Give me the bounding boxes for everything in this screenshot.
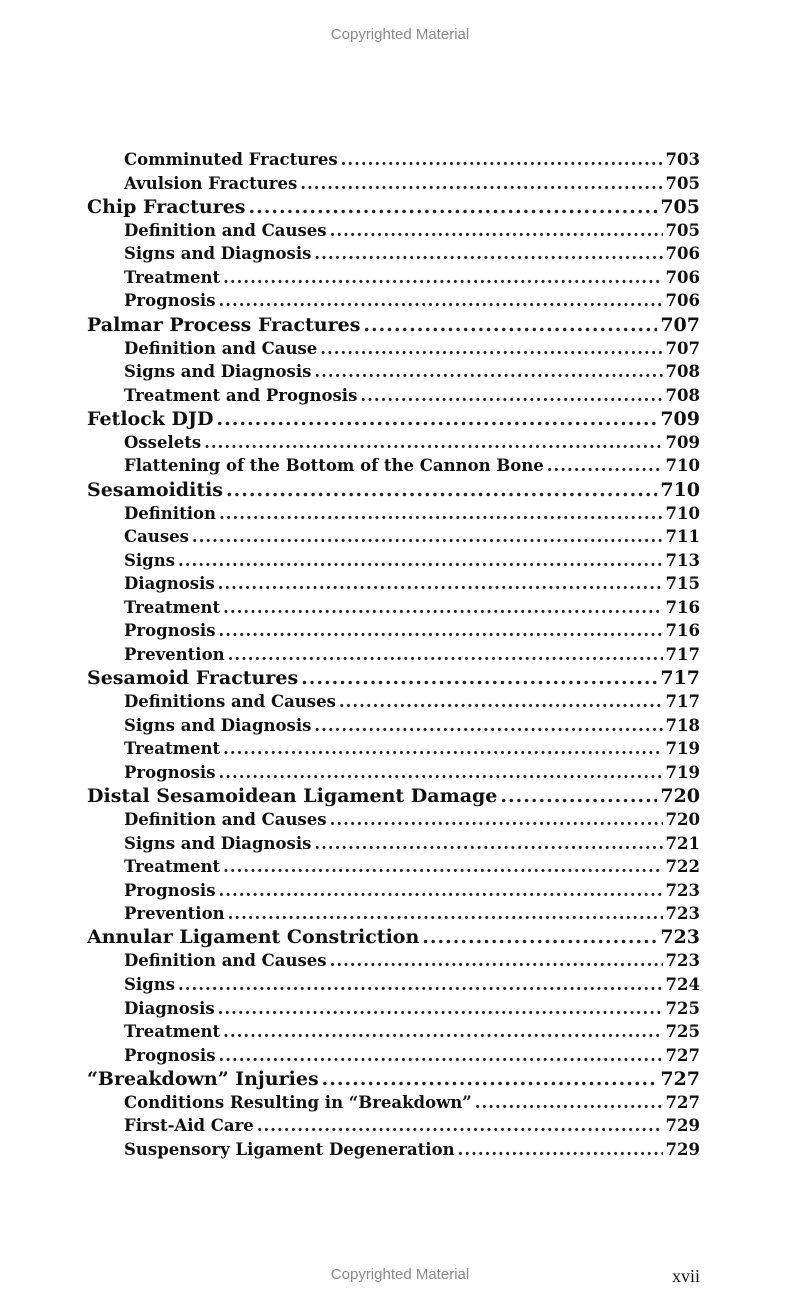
toc-entry-label: Causes	[124, 527, 189, 547]
toc-entry-page: 725	[665, 1022, 700, 1042]
toc-subsection-entry[interactable]	[124, 715, 700, 738]
toc-subsection-entry[interactable]	[124, 597, 700, 620]
toc-dot-leader	[339, 691, 663, 714]
toc-section-entry[interactable]	[87, 926, 700, 949]
toc-subsection-entry[interactable]	[124, 903, 700, 926]
toc-subsection-entry[interactable]	[124, 455, 700, 478]
toc-entry-page: 721	[665, 833, 700, 853]
toc-subsection-entry[interactable]	[124, 1092, 700, 1115]
toc-entry-label: Suspensory Ligament Degeneration	[124, 1140, 455, 1159]
toc-entry-label: Definition and Causes	[124, 810, 327, 829]
toc-dot-leader	[228, 644, 663, 667]
toc-subsection-entry[interactable]	[124, 1115, 700, 1138]
toc-entry-page: 711	[665, 527, 700, 547]
toc-dot-leader	[223, 597, 662, 620]
toc-dot-leader	[314, 243, 662, 266]
toc-entry-page: 722	[665, 857, 700, 877]
toc-entry-label: Diagnosis	[124, 998, 215, 1018]
toc-entry-page: 720	[665, 810, 700, 829]
toc-entry-page: 710	[660, 478, 700, 501]
toc-entry-page: 720	[660, 784, 700, 807]
toc-subsection-entry[interactable]	[124, 550, 700, 573]
toc-subsection-entry[interactable]	[124, 385, 700, 408]
toc-section-entry[interactable]	[87, 785, 700, 808]
toc-entry-label: Definition and Cause	[124, 338, 318, 358]
toc-entry-label: Signs	[124, 975, 176, 994]
toc-entry-page: 710	[665, 503, 700, 523]
toc-subsection-entry[interactable]	[124, 220, 700, 243]
toc-dot-leader	[360, 385, 662, 408]
toc-dot-leader	[330, 950, 663, 973]
toc-section-entry[interactable]	[87, 196, 700, 219]
toc-entry-label: Diagnosis	[124, 574, 215, 594]
toc-entry-page: 709	[660, 407, 700, 430]
toc-dot-leader	[547, 455, 663, 478]
toc-entry-page: 709	[665, 432, 700, 452]
toc-dot-leader	[249, 196, 658, 219]
toc-dot-leader	[223, 738, 662, 761]
toc-entry-page: 713	[665, 550, 700, 570]
toc-entry-label: Chip Fractures	[87, 195, 246, 218]
toc-entry-label: Signs	[124, 550, 176, 570]
toc-subsection-entry[interactable]	[124, 974, 700, 997]
toc-subsection-entry[interactable]	[124, 644, 700, 667]
toc-dot-leader	[363, 314, 657, 337]
toc-dot-leader	[320, 338, 662, 361]
toc-entry-label: Sesamoiditis	[87, 478, 224, 501]
toc-dot-leader	[223, 856, 662, 879]
toc-entry-page: 703	[665, 150, 700, 169]
toc-subsection-entry[interactable]	[124, 290, 700, 313]
toc-entry-label: Conditions Resulting in “Breakdown”	[124, 1092, 472, 1112]
toc-dot-leader	[314, 715, 662, 738]
toc-entry-label: Prognosis	[124, 291, 216, 311]
toc-entry-page: 727	[665, 1045, 700, 1065]
toc-entry-page: 715	[665, 574, 700, 594]
toc-entry-label: Treatment	[124, 1022, 221, 1042]
toc-subsection-entry[interactable]	[124, 361, 700, 384]
toc-dot-leader	[226, 479, 657, 502]
toc-entry-page: 706	[665, 267, 700, 287]
toc-entry-page: 710	[665, 456, 700, 476]
toc-entry-label: Prognosis	[124, 762, 216, 782]
toc-entry-page: 717	[660, 667, 700, 690]
toc-entry-page: 717	[665, 645, 700, 664]
toc-subsection-entry[interactable]	[124, 526, 700, 549]
toc-entry-page: 706	[665, 244, 700, 264]
toc-entry-label: Treatment and Prognosis	[124, 385, 358, 405]
toc-subsection-entry[interactable]	[124, 620, 700, 643]
toc-dot-leader	[341, 149, 663, 172]
toc-dot-leader	[219, 503, 663, 526]
toc-subsection-entry[interactable]	[124, 691, 700, 714]
toc-subsection-entry[interactable]	[124, 149, 700, 172]
toc-entry-page: 729	[665, 1140, 700, 1159]
toc-dot-leader	[301, 667, 657, 690]
toc-dot-leader	[500, 785, 657, 808]
toc-entry-page: 719	[665, 739, 700, 759]
toc-entry-page: 724	[665, 975, 700, 994]
toc-section-entry[interactable]	[87, 1068, 700, 1091]
toc-entry-label: “Breakdown” Injuries	[87, 1067, 319, 1090]
toc-entry-label: Sesamoid Fractures	[87, 667, 299, 690]
toc-entry-page: 706	[665, 291, 700, 311]
toc-dot-leader	[475, 1092, 663, 1115]
toc-dot-leader	[217, 408, 658, 431]
toc-subsection-entry[interactable]	[124, 856, 700, 879]
toc-dot-leader	[257, 1115, 663, 1138]
toc-dot-leader	[219, 290, 663, 313]
toc-subsection-entry[interactable]	[124, 267, 700, 290]
toc-entry-page: 705	[660, 195, 700, 218]
toc-entry-label: Signs and Diagnosis	[124, 833, 312, 853]
watermark-bottom: Copyrighted Material	[330, 1266, 470, 1283]
toc-entry-label: Treatment	[124, 739, 221, 759]
toc-dot-leader	[223, 267, 662, 290]
toc-entry-label: Prevention	[124, 904, 225, 924]
toc-dot-leader	[219, 620, 663, 643]
toc-subsection-entry[interactable]	[124, 738, 700, 761]
toc-entry-label: Definition and Causes	[124, 951, 327, 971]
toc-entry-label: Definition	[124, 503, 216, 523]
toc-subsection-entry[interactable]	[124, 880, 700, 903]
toc-subsection-entry[interactable]	[124, 1045, 700, 1068]
toc-dot-leader	[300, 173, 662, 196]
toc-entry-label: Prognosis	[124, 621, 216, 641]
toc-entry-page: 708	[665, 385, 700, 405]
toc-entry-label: Osselets	[124, 432, 202, 452]
toc-entry-page: 705	[665, 220, 700, 240]
toc-subsection-entry[interactable]	[124, 950, 700, 973]
toc-entry-label: Definition and Causes	[124, 220, 327, 240]
toc-entry-label: Prognosis	[124, 1045, 216, 1065]
toc-dot-leader	[330, 220, 663, 243]
page-number: xvii	[671, 1266, 700, 1286]
toc-dot-leader	[192, 526, 663, 549]
toc-entry-label: Treatment	[124, 267, 221, 287]
toc-entry-page: 723	[665, 904, 700, 924]
toc-subsection-entry[interactable]	[124, 243, 700, 266]
toc-entry-label: Signs and Diagnosis	[124, 362, 312, 382]
toc-dot-leader	[178, 550, 663, 573]
toc-entry-page: 719	[665, 762, 700, 782]
watermark-top: Copyrighted Material	[330, 26, 470, 43]
toc-entry-label: Avulsion Fractures	[124, 173, 298, 193]
toc-entry-page: 708	[665, 362, 700, 382]
toc-subsection-entry[interactable]	[124, 573, 700, 596]
toc-entry-page: 705	[665, 173, 700, 193]
toc-dot-leader	[422, 926, 657, 949]
toc-dot-leader	[314, 361, 662, 384]
toc-dot-leader	[223, 1021, 662, 1044]
toc-entry-page: 727	[665, 1092, 700, 1112]
toc-entry-page: 716	[665, 597, 700, 617]
toc-entry-label: Annular Ligament Constriction	[87, 926, 420, 949]
toc-subsection-entry[interactable]	[124, 1139, 700, 1162]
toc-dot-leader	[219, 762, 663, 785]
toc-dot-leader	[219, 1045, 663, 1068]
toc-section-entry[interactable]	[87, 667, 700, 690]
toc-entry-page: 727	[660, 1067, 700, 1090]
toc-entry-label: Fetlock DJD	[87, 407, 214, 430]
toc-section-entry[interactable]	[87, 479, 700, 502]
toc-subsection-entry[interactable]	[124, 173, 700, 196]
toc-entry-page: 723	[665, 951, 700, 971]
toc-dot-leader	[314, 833, 662, 856]
toc-entry-page: 718	[665, 715, 700, 735]
toc-subsection-entry[interactable]	[124, 998, 700, 1021]
toc-subsection-entry[interactable]	[124, 762, 700, 785]
toc-entry-label: Prognosis	[124, 880, 216, 900]
toc-dot-leader	[458, 1139, 663, 1162]
toc-subsection-entry[interactable]	[124, 833, 700, 856]
toc-subsection-entry[interactable]	[124, 338, 700, 361]
toc-entry-label: First-Aid Care	[124, 1116, 254, 1136]
toc-subsection-entry[interactable]	[124, 1021, 700, 1044]
toc-entry-page: 723	[660, 926, 700, 949]
toc-dot-leader	[219, 880, 663, 903]
toc-entry-page: 707	[660, 313, 700, 336]
toc-entry-page: 716	[665, 621, 700, 641]
toc-dot-leader	[228, 903, 663, 926]
toc-section-entry[interactable]	[87, 408, 700, 431]
toc-entry-page: 723	[665, 880, 700, 900]
toc-entry-page: 717	[665, 692, 700, 712]
toc-dot-leader	[218, 573, 663, 596]
toc-entry-label: Prevention	[124, 645, 225, 664]
toc-entry-label: Treatment	[124, 857, 221, 877]
toc-section-entry[interactable]	[87, 314, 700, 337]
toc-entry-label: Definitions and Causes	[124, 692, 336, 712]
toc-entry-page: 707	[665, 338, 700, 358]
toc-entry-label: Palmar Process Fractures	[87, 313, 361, 336]
toc-entry-label: Flattening of the Bottom of the Cannon Bone	[124, 456, 544, 476]
toc-dot-leader	[178, 974, 663, 997]
toc-entry-page: 729	[665, 1116, 700, 1136]
toc-subsection-entry[interactable]	[124, 503, 700, 526]
toc-dot-leader	[322, 1068, 658, 1091]
toc-entry-label: Signs and Diagnosis	[124, 244, 312, 264]
toc-dot-leader	[330, 809, 663, 832]
toc-entry-label: Distal Sesamoidean Ligament Damage	[87, 784, 498, 807]
toc-dot-leader	[218, 998, 663, 1021]
toc-entry-label: Signs and Diagnosis	[124, 715, 312, 735]
toc-entry-label: Treatment	[124, 597, 221, 617]
toc-subsection-entry[interactable]	[124, 809, 700, 832]
toc-dot-leader	[204, 432, 662, 455]
toc-entry-page: 725	[665, 998, 700, 1018]
toc-subsection-entry[interactable]	[124, 432, 700, 455]
toc-entry-label: Comminuted Fractures	[124, 150, 338, 169]
